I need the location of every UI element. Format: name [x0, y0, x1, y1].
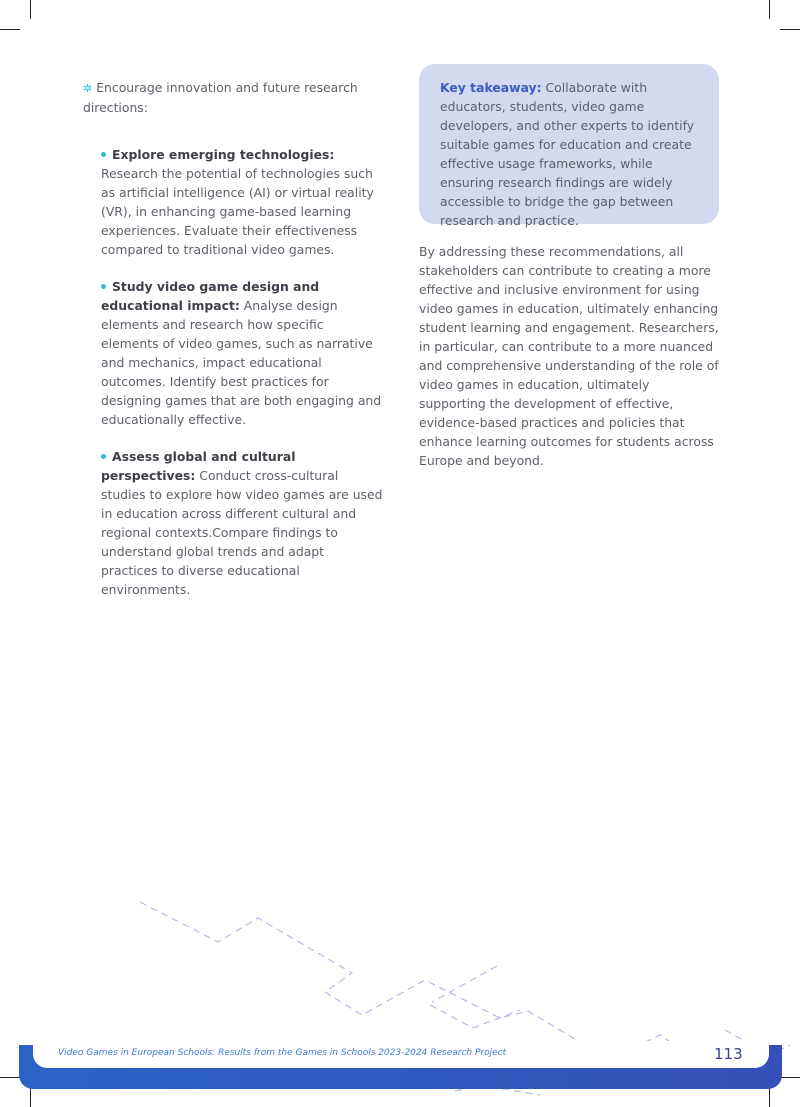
recommendation-title: Explore emerging technologies: [112, 147, 335, 162]
conclusion-paragraph: By addressing these recommendations, all stakeholders can contribute to creating a more effective and inclusive environment for using video games in education, ultimately enhancing student learning and engagement. Researchers, in particular, can contribute to a more nuanced and comprehensive understanding of the role of video games in education, ultimately supporting the development of effective, evidence-based practices and policies that enhance learning outcomes for students across Europe and beyond. [419, 244, 719, 468]
star-bullet-icon: ✲ [83, 82, 93, 95]
footer-title: Video Games in European Schools: Results from the Games in Schools 2023-2024 Research Project [58, 1048, 507, 1058]
recommendation-text: Research the potential of technologies such as artificial intelligence (AI) or virtual reality (VR), in enhancing game-based learning experiences. Evaluate their effectiveness compared to traditional video games. [101, 166, 374, 257]
takeaway-label: Key takeaway: [440, 80, 542, 95]
recommendation-title: Assess global and cultural perspectives: [101, 449, 296, 483]
crop-mark [780, 29, 800, 30]
bullet-icon [101, 454, 106, 459]
recommendation-text: Analyse design elements and research how specific elements of video games, such as narrative and mechanics, impact educational outcomes. Identify best practices for designing games that are both engaging and educationally effective. [101, 298, 382, 427]
bullet-icon [101, 284, 106, 289]
intro-item [83, 78, 383, 117]
intro-text: Encourage innovation and future research directions: [83, 80, 358, 115]
page-number: 113 [714, 1045, 743, 1063]
recommendation-text: Conduct cross-cultural studies to explore how video games are used in education across different cultural and regional contexts.Compare findings to understand global trends and adapt practices to diverse educational environments. [101, 468, 383, 597]
crop-mark [769, 0, 770, 19]
recommendation-item [101, 277, 383, 429]
crop-mark [30, 0, 31, 19]
recommendation-item [101, 145, 383, 259]
recommendation-item [101, 447, 383, 599]
key-takeaway-box [419, 64, 719, 228]
recommendations-column [83, 78, 383, 617]
bullet-icon [101, 152, 106, 157]
takeaway-text: Collaborate with educators, students, video game developers, and other experts to identify suitable games for education and create effective usage frameworks, while ensuring research findings are widely accessible to bridge the gap between research and practice. [440, 80, 695, 228]
recommendation-title: Study video game design and educational impact: [101, 279, 320, 313]
crop-mark [0, 29, 20, 30]
